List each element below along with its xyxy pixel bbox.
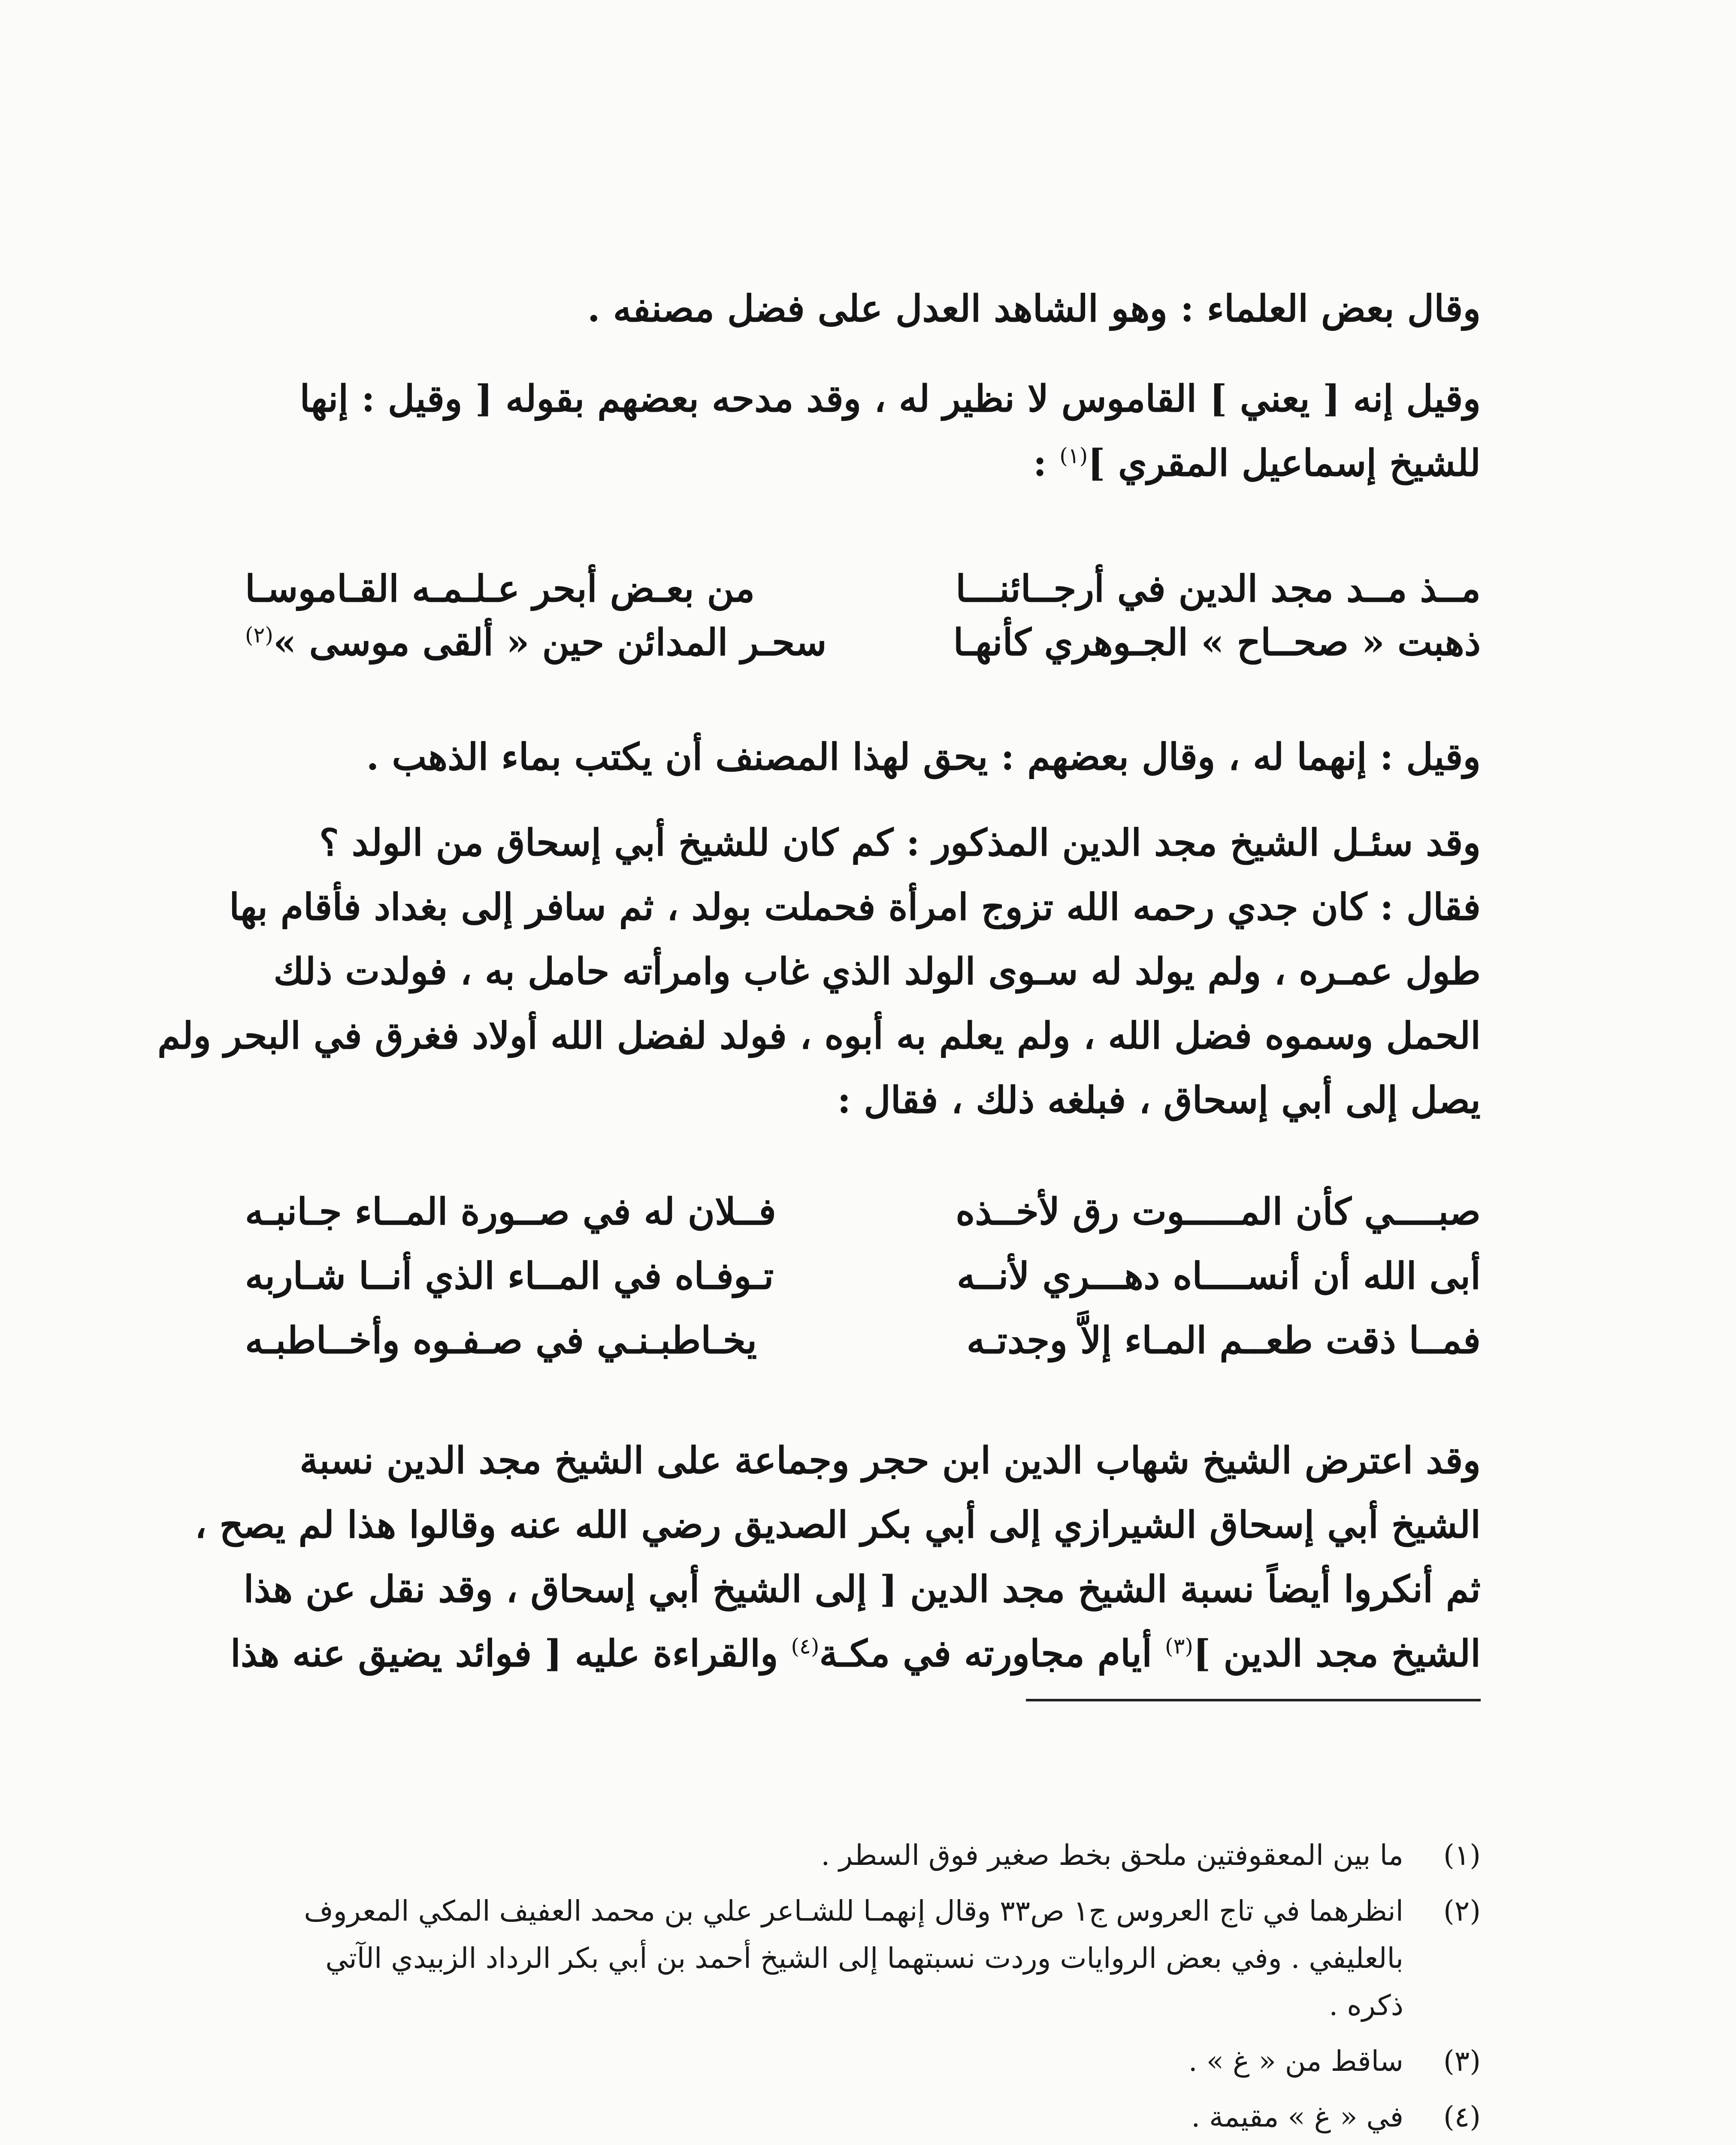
- footnote-text: ما بين المعقوفتين ملحق بخط صغير فوق السطر .: [821, 1839, 1403, 1872]
- footnote-separator: [1026, 1699, 1481, 1701]
- hemistich-second: سحـر المدائن حين « ألقى موسى »$^{(٢)}$: [245, 621, 827, 664]
- footnote: [245, 2038, 1481, 2085]
- hemistich-first: ذهبت « صحــاح » الجـوهري كأنهـا: [953, 621, 1481, 664]
- paragraph-3: [245, 725, 1481, 789]
- hemistich-second: فــلان له في صــورة المــاء جـانبـه: [245, 1190, 776, 1233]
- text-line: وقال بعض العلماء : وهو الشاهد العدل على فضل مصنفه .: [587, 287, 1481, 330]
- hemistich-second: من بعـض أبحر عـلـمـه القـاموسـا: [245, 567, 755, 610]
- text-line: الحمل وسموه فضل الله ، ولم يعلم به أبوه ، فولد لفضل الله أولاد فغرق في البحر ولم: [157, 1014, 1481, 1057]
- footnote: [245, 1832, 1481, 1879]
- footnote-text: انظرهما في تاج العروس ج١ ص٣٣ وقال إنهمـا للشـاعر علي بن محمد العفيف المكي المعروف: [304, 1894, 1403, 1927]
- couplet: [245, 1308, 1481, 1373]
- footnote-number: (٢): [1443, 1894, 1481, 1927]
- text-line: وقد سئـل الشيخ مجد الدين المذكور : كم كان للشيخ أبي إسحاق من الولد ؟: [319, 821, 1481, 864]
- text-line: يصل إلى أبي إسحاق ، فبلغه ذلك ، فقال :: [837, 1079, 1481, 1122]
- footnote-number: (٤): [1443, 2100, 1481, 2133]
- text-line: وقيل : إنهما له ، وقال بعضهم : يحق لهذا المصنف أن يكتب بماء الذهب .: [366, 735, 1481, 779]
- footnote: [245, 2094, 1481, 2141]
- footnote-ref[interactable]: (٢): [245, 622, 273, 648]
- text-line: فقال : كان جدي رحمه الله تزوج امرأة فحملت بولد ، ثم سافر إلى بغداد فأقام بها: [229, 885, 1481, 929]
- text-line: وقيل إنه [ يعني ] القاموس لا نظير له ، وقد مدحه بعضهم بقوله [ وقيل : إنها: [299, 377, 1481, 420]
- hemistich-second: تـوفـاه في المــاء الذي أنــا شـاربه: [245, 1254, 774, 1298]
- text-line: وقد اعترض الشيخ شهاب الدين ابن حجر وجماعة على الشيخ مجد الدين نسبة: [299, 1439, 1481, 1482]
- paragraph-4: [157, 811, 1481, 1133]
- hemistich-first: مــذ مــد مجد الدين في أرجــائنـــا: [956, 567, 1481, 610]
- couplet: [245, 1244, 1481, 1308]
- poem-2: [245, 1180, 1481, 1373]
- couplet: [245, 616, 1481, 669]
- text-line: ثم أنكروا أيضاً نسبة الشيخ مجد الدين [ إلى الشيخ أبي إسحاق ، وقد نقل عن هذا: [243, 1568, 1481, 1611]
- footnote-ref[interactable]: (٣): [1164, 1634, 1193, 1659]
- hemistich-first: فمــا ذقت طعــم المـاء إلاَّ وجدتـه: [966, 1319, 1481, 1362]
- footnote-ref[interactable]: (١): [1059, 443, 1088, 468]
- footnote-text: ذكره .: [1329, 1989, 1403, 2022]
- poem-1: [245, 562, 1481, 669]
- footnote-text: ساقط من « غ » .: [1188, 2045, 1403, 2078]
- couplet: [245, 1180, 1481, 1244]
- hemistich-first: صبــــي كأن المـــــوت رق لأخــذه: [956, 1190, 1481, 1233]
- text-line: للشيخ إسماعيل المقري ]$^{(١)}$ :: [1033, 441, 1481, 485]
- footnotes: [245, 1832, 1481, 2141]
- text-line: طول عمـره ، ولم يولد له سـوى الولد الذي غاب وامرأته حامل به ، فولدت ذلك: [273, 950, 1481, 993]
- text-line: الشيخ مجد الدين ]$^{(٣)}$ أيام مجاورته في مكـة$^{(٤)}$ والقراءة عليه [ فوائد يضيق عنه هذا: [230, 1632, 1481, 1675]
- hemistich-first: أبى الله أن أنســــاه دهـــري لأنــه: [956, 1254, 1481, 1298]
- paragraph-5: [194, 1429, 1481, 1686]
- couplet: [245, 562, 1481, 616]
- footnote-number: (٣): [1443, 2045, 1481, 2078]
- paragraph-2: [245, 367, 1481, 495]
- footnote-text: بالعليفي . وفي بعض الروايات وردت نسبتهما إلى الشيخ أحمد بن أبي بكر الرداد الزبيدي الآتي: [325, 1942, 1403, 1975]
- footnote-ref[interactable]: (٤): [791, 1634, 820, 1659]
- paragraph-1: [245, 277, 1481, 341]
- footnote-number: (١): [1443, 1839, 1481, 1872]
- hemistich-second: يخـاطبـنـي في صـفـوه وأخــاطبـه: [245, 1319, 757, 1362]
- text-line: الشيخ أبي إسحاق الشيرازي إلى أبي بكر الصديق رضي الله عنه وقالوا هذا لم يصح ،: [194, 1503, 1481, 1547]
- footnote: [245, 1888, 1481, 2029]
- footnote-text: في « غ » مقيمة .: [1191, 2100, 1403, 2133]
